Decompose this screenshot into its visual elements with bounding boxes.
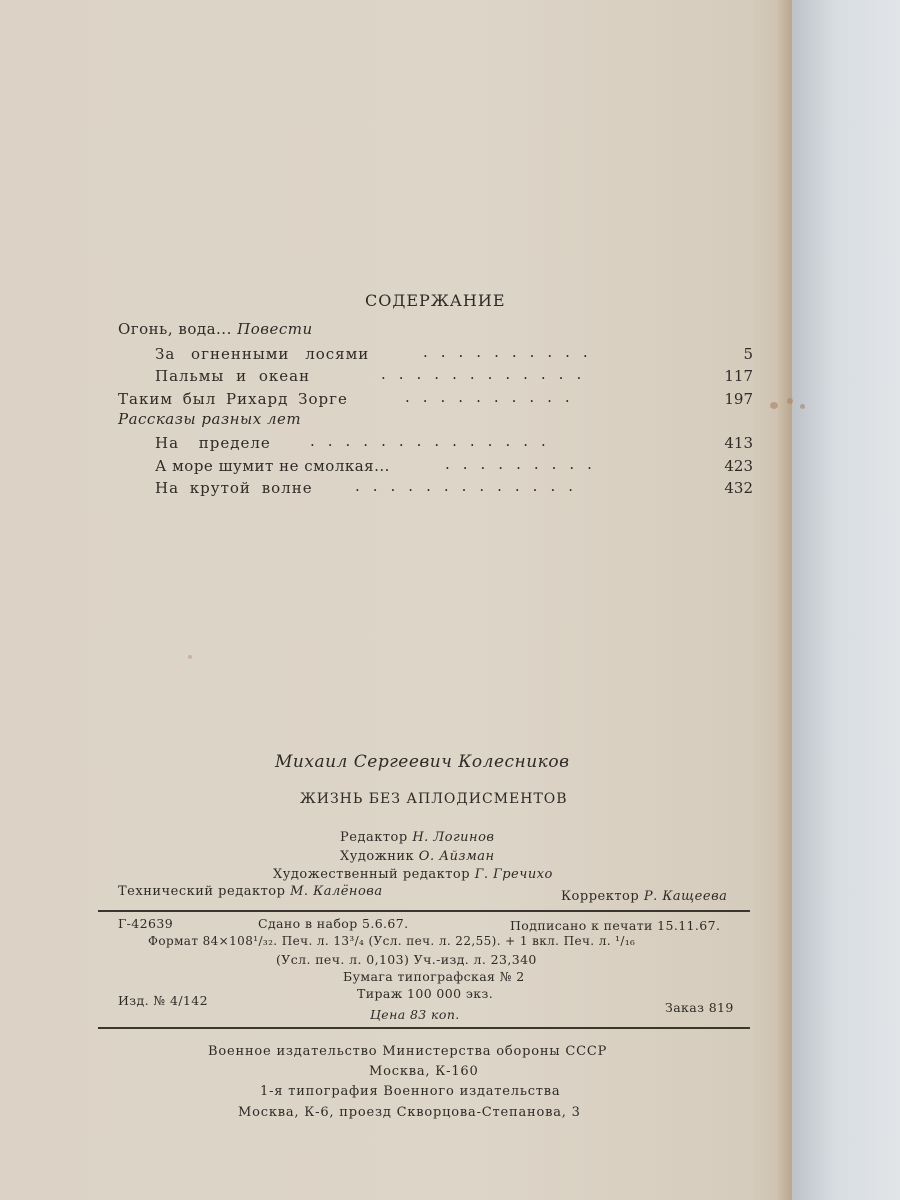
toc-leader: .............. (310, 432, 559, 450)
toc-entry-page: 413 (724, 434, 753, 452)
toc-leader: ......... (445, 455, 605, 473)
credit-corrector (561, 889, 727, 904)
toc-leader: ............. (355, 477, 586, 495)
toc-entry-title: А море шумит не смолкая... (155, 457, 390, 475)
toc-heading: СОДЕРЖАНИЕ (365, 291, 506, 310)
credit-tech-editor (118, 884, 383, 899)
credit-role: Художник (340, 849, 415, 864)
toc-entry (155, 365, 753, 387)
toc-entry-title: Пальмы и океан (155, 367, 311, 385)
stain (787, 398, 793, 404)
credit-name: О. Айзман (418, 849, 495, 864)
toc-entry (155, 343, 753, 365)
credit-editor (340, 830, 495, 845)
credit-name: Р. Кащеева (643, 889, 728, 904)
credit-role: Художественный редактор (273, 867, 471, 882)
toc-entry (155, 455, 753, 477)
imprint-order: Заказ 819 (665, 1000, 734, 1015)
toc-part-1 (118, 320, 313, 338)
imprint-format: Формат 84×108¹/₃₂. Печ. л. 13³/₄ (Усл. печ. л. 22,55). + 1 вкл. Печ. л. ¹/₁₆ (148, 934, 636, 948)
toc-leader: .......... (405, 388, 583, 406)
credit-name: Г. Гречихо (474, 867, 553, 882)
credit-role: Редактор (340, 830, 408, 845)
stain (770, 402, 778, 409)
toc-entry (118, 388, 753, 410)
imprint-run: Тираж 100 000 экз. (357, 986, 494, 1001)
toc-entry-title: На пределе (155, 434, 271, 452)
toc-part-1-genre: Повести (237, 320, 313, 338)
toc-part-1-label: Огонь, вода... (118, 320, 232, 338)
toc-leader: ............ (381, 365, 595, 383)
printer-name: 1-я типография Военного издательства (260, 1084, 561, 1099)
imprint-signed: Подписано к печати 15.11.67. (510, 918, 721, 933)
divider-top (98, 910, 750, 912)
toc-leader: .......... (423, 343, 601, 361)
credit-artist (340, 849, 495, 864)
toc-entry (155, 432, 753, 454)
toc-entry-page: 117 (724, 367, 753, 385)
imprint-format-2: (Усл. печ. л. 0,103) Уч.-изд. л. 23,340 (276, 952, 537, 967)
publisher-name: Военное издательство Министерства обороны СССР (208, 1044, 608, 1059)
toc-entry-page: 197 (724, 390, 753, 408)
page-edge (778, 0, 792, 1200)
printer-address: Москва, К-6, проезд Скворцова-Степанова, 3 (238, 1105, 581, 1120)
background-surface (792, 0, 900, 1200)
divider-bottom (98, 1027, 750, 1029)
publisher-address: Москва, К-160 (369, 1064, 479, 1079)
credit-art-editor (273, 867, 553, 882)
toc-entry-title: Таким был Рихард Зорге (118, 390, 348, 408)
credit-role: Корректор (561, 889, 640, 904)
toc-entry-title: На крутой волне (155, 479, 313, 497)
imprint-sent: Сдано в набор 5.6.67. (258, 916, 409, 931)
toc-entry-page: 423 (724, 457, 753, 475)
toc-entry-page: 432 (724, 479, 753, 497)
toc-entry-page: 5 (743, 345, 753, 363)
credit-name: Н. Логинов (412, 830, 495, 845)
toc-entry-title: За огненными лосями (155, 345, 370, 363)
imprint-paper: Бумага типографская № 2 (343, 969, 525, 984)
credit-role: Технический редактор (118, 884, 286, 899)
credit-name: М. Калёнова (290, 884, 383, 899)
stain (188, 655, 192, 659)
toc-entry (155, 477, 753, 499)
book-title: ЖИЗНЬ БЕЗ АПЛОДИСМЕНТОВ (300, 791, 568, 807)
imprint-izd: Изд. № 4/142 (118, 993, 208, 1008)
toc-part-2: Рассказы разных лет (118, 410, 302, 428)
imprint-price: Цена 83 коп. (370, 1007, 460, 1022)
stain (800, 404, 805, 409)
author-name: Михаил Сергеевич Колесников (275, 752, 570, 772)
imprint-code: Г-42639 (118, 916, 174, 931)
